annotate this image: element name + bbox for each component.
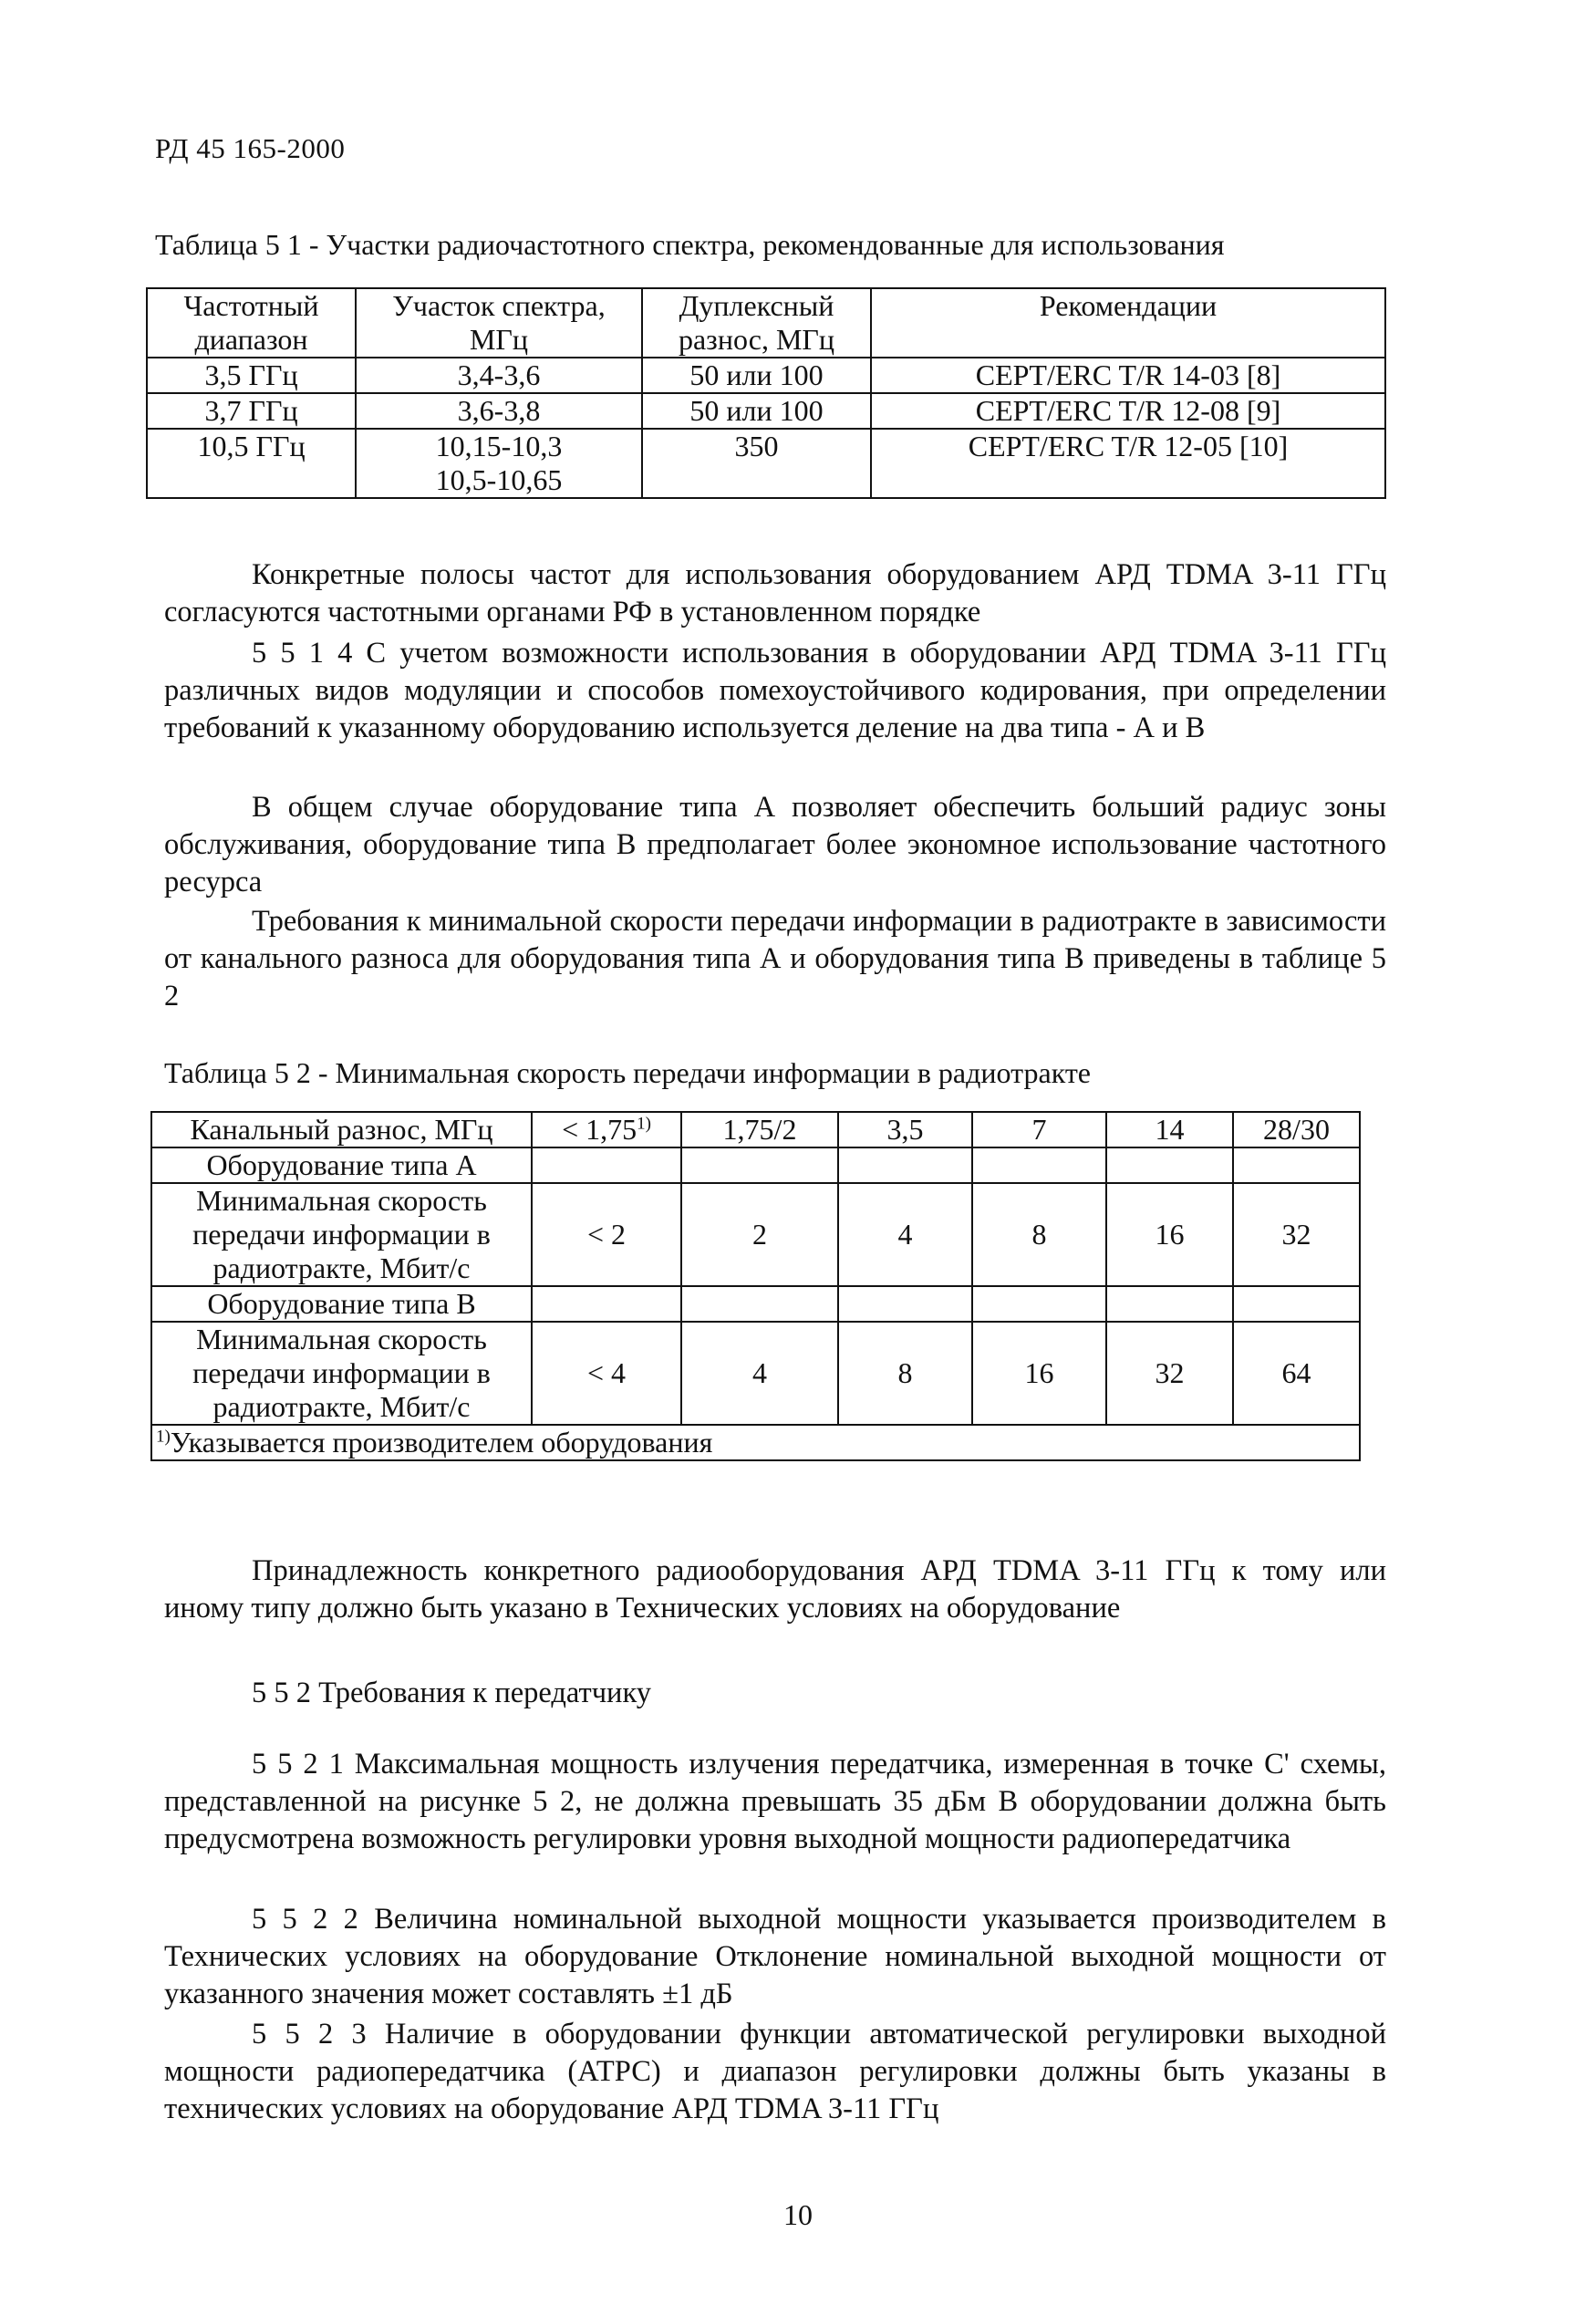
table-cell: 16 [972, 1322, 1106, 1425]
table-cell: 32 [1106, 1322, 1233, 1425]
table-cell: 50 или 100 [642, 358, 871, 393]
min-speed-table [150, 1111, 1361, 1461]
table-footnote-row [151, 1425, 1360, 1460]
table1-header-cell: Частотный диапазон [147, 288, 356, 358]
paragraph: 5 5 1 4 С учетом возможности использования в оборудовании АРД TDMA 3-11 ГГц различных видов модуляции и способов помехоустойчивого кодирования, при определении требований к указанному оборудованию используется деление на два типа - А и В [164, 637, 1386, 744]
table-cell: 3,5 ГГц [147, 358, 356, 393]
table1-header-row [147, 288, 1385, 358]
table2-header-cell: 7 [972, 1112, 1106, 1147]
table-cell: < 4 [532, 1322, 681, 1425]
paragraph: Конкретные полосы частот для использования оборудованием АРД TDMA 3-11 ГГц согласуются частотными органами РФ в установленном порядке [164, 558, 1386, 628]
paragraph: Требования к минимальной скорости передачи информации в радиотракте в зависимости от канального разноса для оборудования типа А и оборудования типа В приведены в таблице 5 2 [164, 905, 1386, 1012]
table-cell: 8 [838, 1322, 972, 1425]
paragraph: 5 5 2 1 Максимальная мощность излучения передатчика, измеренная в точке С' схемы, представленной на рисунке 5 2, не должна превышать 35 дБм В оборудовании должна быть предусмотрена возможность регулировки уровня выходной мощности радиопередатчика [164, 1748, 1386, 1855]
table-cell: 16 [1106, 1183, 1233, 1286]
table-row [147, 358, 1385, 393]
table-row [147, 393, 1385, 429]
table-cell: 8 [972, 1183, 1106, 1286]
document-header: РД 45 165-2000 [155, 132, 346, 164]
table-row [151, 1322, 1360, 1425]
table-cell: CEPT/ERC T/R 12-08 [9] [871, 393, 1385, 429]
table-cell: 3,4-3,6 [356, 358, 642, 393]
type-a-label: Оборудование типа А [151, 1147, 532, 1183]
table-cell: 10,5 ГГц [147, 429, 356, 498]
table2-header-cell: < $1,75^{1)}$ [532, 1112, 681, 1147]
table-cell: 50 или 100 [642, 393, 871, 429]
paragraph: В общем случае оборудование типа А позволяет обеспечить больший радиус зоны обслуживания, оборудование типа В предполагает более экономное использование частотного ресурса [164, 791, 1386, 898]
table-cell: CEPT/ERC T/R 12-05 [10] [871, 429, 1385, 498]
table-cell: 4 [838, 1183, 972, 1286]
table-cell: 350 [642, 429, 871, 498]
table2-header-cell: 3,5 [838, 1112, 972, 1147]
table-row [147, 429, 1385, 498]
frequency-bands-table [146, 287, 1386, 499]
table2-caption: Таблица 5 2 - Минимальная скорость передачи информации в радиотракте [164, 1056, 1091, 1089]
paragraph: 5 5 2 2 Величина номинальной выходной мощности указывается производителем в Технических условиях на оборудование Отклонение номинальной выходной мощности от указанного значения может составлять ±1 дБ [164, 1903, 1386, 2010]
table-cell: 32 [1233, 1183, 1360, 1286]
table1-header-cell: Рекомендации [871, 288, 1385, 358]
table-row [151, 1183, 1360, 1286]
channel-spacing-label: Канальный разнос, МГц [151, 1112, 532, 1147]
table1-caption: Таблица 5 1 - Участки радиочастотного спектра, рекомендованные для использования [155, 228, 1225, 261]
table2-header-cell: 14 [1106, 1112, 1233, 1147]
table2-header-cell: 28/30 [1233, 1112, 1360, 1147]
table-cell: < 2 [532, 1183, 681, 1286]
table1-header-cell: Участок спектра, МГц [356, 288, 642, 358]
table-cell: 2 [681, 1183, 838, 1286]
table-cell: 3,7 ГГц [147, 393, 356, 429]
paragraph: Принадлежность конкретного радиооборудования АРД TDMA 3-11 ГГц к тому или иному типу должно быть указано в Технических условиях на оборудование [164, 1554, 1386, 1625]
type-a-speed-label: Минимальная скорость передачи информации в радиотракте, Мбит/с [151, 1183, 532, 1286]
page-number: 10 [783, 2198, 813, 2231]
table-cell: 4 [681, 1322, 838, 1425]
table-row [151, 1147, 1360, 1183]
table-footnote: $^{1)}$Указывается производителем оборудования [151, 1425, 1360, 1460]
paragraph: 5 5 2 3 Наличие в оборудовании функции автоматической регулировки выходной мощности радиопередатчика (АТРС) и диапазон регулировки должны быть указаны в технических условиях на оборудование АРД TDMA 3-11 ГГц [164, 2018, 1386, 2125]
table-cell: 3,6-3,8 [356, 393, 642, 429]
type-b-label: Оборудование типа В [151, 1286, 532, 1322]
footnote-marker: 1) [156, 1427, 171, 1447]
table-cell: CEPT/ERC T/R 14-03 [8] [871, 358, 1385, 393]
table1-header-cell: Дуплексный разнос, МГц [642, 288, 871, 358]
table-cell: 10,15-10,3 10,5-10,65 [356, 429, 642, 498]
type-b-speed-label: Минимальная скорость передачи информации в радиотракте, Мбит/с [151, 1322, 532, 1425]
table-cell: 64 [1233, 1322, 1360, 1425]
table-row [151, 1286, 1360, 1322]
table2-header-row [151, 1112, 1360, 1147]
table2-header-cell: 1,75/2 [681, 1112, 838, 1147]
section-heading: 5 5 2 Требования к передатчику [252, 1677, 652, 1709]
footnote-marker: 1) [637, 1114, 651, 1134]
